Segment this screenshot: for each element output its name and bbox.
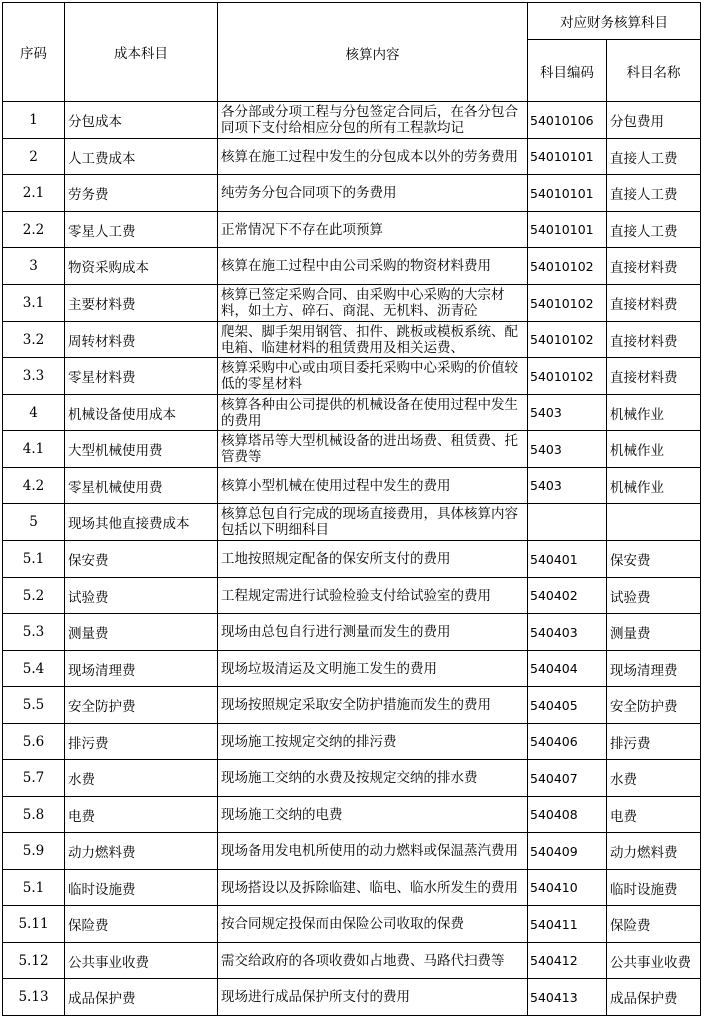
row-cost-item: 分包成本 [65, 102, 218, 139]
row-content [218, 943, 528, 979]
row-content-text: 现场施工交纳的水费及按规定交纳的排水费 [221, 770, 478, 786]
row-account-name: 公共事业收费 [607, 943, 701, 979]
row-seq: 5.8 [3, 797, 65, 833]
row-seq: 2 [3, 139, 65, 175]
table-row [3, 906, 701, 943]
table-row [3, 102, 701, 139]
row-content-text: 纯劳务分包合同项下的务费用 [221, 185, 397, 201]
row-seq: 5.7 [3, 760, 65, 797]
row-cost-item: 排污费 [65, 724, 218, 760]
row-seq: 5.6 [3, 724, 65, 760]
row-cost-item: 保险费 [65, 906, 218, 943]
row-content [218, 687, 528, 724]
row-seq: 5.4 [3, 651, 65, 687]
row-account-name: 成品保护费 [607, 979, 701, 1016]
row-content [218, 504, 528, 541]
table-row [3, 651, 701, 687]
row-account-name: 直接人工费 [607, 139, 701, 175]
row-account-name: 保安费 [607, 541, 701, 578]
row-account-name: 动力燃料费 [607, 833, 701, 870]
row-account-name: 测量费 [607, 614, 701, 651]
row-account-code: 540401 [528, 541, 607, 578]
row-account-code [528, 504, 607, 541]
header-content-label: 核算内容 [345, 47, 400, 63]
row-account-code: 540404 [528, 651, 607, 687]
row-content-text: 现场由总包自行进行测量而发生的费用 [221, 624, 451, 640]
row-cost-item: 试验费 [65, 578, 218, 614]
header-account-code: 科目编码 [528, 40, 607, 102]
row-content [218, 431, 528, 468]
row-account-code: 540406 [528, 724, 607, 760]
row-cost-item: 周转材料费 [65, 322, 218, 358]
row-content [218, 468, 528, 504]
row-content-text: 工地按照规定配备的保安所支付的费用 [221, 551, 451, 567]
table-row [3, 175, 701, 212]
row-content-text: 核算已签定采购合同、由采购中心采购的大宗材料，如土方、碎石、商混、无机料、沥青砼 [221, 287, 505, 319]
table-row [3, 248, 701, 285]
table-row [3, 724, 701, 760]
row-content-text: 现场施工交纳的电费 [221, 806, 343, 823]
row-content-text: 现场按照规定采取安全防护措施而发生的费用 [221, 697, 491, 713]
row-cost-item: 测量费 [65, 614, 218, 651]
row-content [218, 614, 528, 651]
row-account-code: 54010102 [528, 358, 607, 395]
row-content-text: 核算各种由公司提供的机械设备在使用过程中发生的费用 [221, 396, 518, 429]
row-content-text: 现场搭设以及拆除临建、临电、临水所发生的费用 [221, 879, 518, 896]
row-content-text: 现场施工按规定交纳的排污费 [221, 733, 397, 750]
row-seq: 4 [3, 395, 65, 431]
row-cost-item: 现场清理费 [65, 651, 218, 687]
row-content-text: 现场垃圾清运及文明施工发生的费用 [221, 660, 437, 677]
row-content [218, 724, 528, 760]
row-account-name: 临时设施费 [607, 870, 701, 906]
row-content-text: 按合同规定投保而由保险公司收取的保费 [221, 916, 464, 932]
row-account-code: 54010106 [528, 102, 607, 139]
row-content [218, 906, 528, 943]
row-account-code: 540410 [528, 870, 607, 906]
table-row [3, 322, 701, 358]
row-seq: 2.2 [3, 212, 65, 248]
row-seq: 4.1 [3, 431, 65, 468]
row-account-code: 5403 [528, 468, 607, 504]
row-cost-item: 安全防护费 [65, 687, 218, 724]
row-content-text: 正常情况下不存在此项预算 [221, 221, 383, 238]
row-content-text: 核算小型机械在使用过程中发生的费用 [221, 477, 451, 494]
row-content-text: 核算总包自行完成的现场直接费用，具体核算内容包括以下明细科目 [221, 506, 518, 538]
table-row [3, 943, 701, 979]
table-row [3, 358, 701, 395]
row-content-text: 核算塔吊等大型机械设备的进出场费、租赁费、托管费等 [221, 433, 518, 465]
row-content-text: 需交给政府的各项收费如占地费、马路代扫费等 [221, 952, 505, 969]
row-account-name: 试验费 [607, 578, 701, 614]
row-content [218, 322, 528, 358]
row-seq: 5.3 [3, 614, 65, 651]
row-account-name: 直接材料费 [607, 358, 701, 395]
table-row [3, 870, 701, 906]
row-seq: 5.1 [3, 541, 65, 578]
row-account-code: 5403 [528, 395, 607, 431]
row-content [218, 797, 528, 833]
row-cost-item: 公共事业收费 [65, 943, 218, 979]
row-seq: 5.9 [3, 833, 65, 870]
table-row [3, 285, 701, 322]
row-cost-item: 物资采购成本 [65, 248, 218, 285]
header-finance-group: 对应财务核算科目 [528, 3, 701, 40]
row-seq: 1 [3, 102, 65, 139]
row-account-code: 54010101 [528, 212, 607, 248]
header-seq: 序码 [3, 3, 65, 102]
row-cost-item: 成品保护费 [65, 979, 218, 1016]
table-row [3, 431, 701, 468]
row-content-text: 现场进行成品保护所支付的费用 [221, 989, 410, 1005]
table-row [3, 797, 701, 833]
row-content [218, 833, 528, 870]
table-row [3, 395, 701, 431]
row-cost-item: 保安费 [65, 541, 218, 578]
row-account-name: 直接材料费 [607, 248, 701, 285]
row-cost-item: 动力燃料费 [65, 833, 218, 870]
row-content [218, 870, 528, 906]
row-content [218, 285, 528, 322]
row-content-text: 各分部或分项工程与分包签定合同后，在各分包合同项下支付给相应分包的所有工程款均记 [221, 104, 518, 136]
row-content-text: 核算采购中心或由项目委托采购中心采购的价值较低的零星材料 [221, 360, 518, 392]
row-content-text: 工程规定需进行试验检验支付给试验室的费用 [221, 587, 491, 604]
row-cost-item: 临时设施费 [65, 870, 218, 906]
row-cost-item: 机械设备使用成本 [65, 395, 218, 431]
row-account-code: 54010102 [528, 285, 607, 322]
row-cost-item: 电费 [65, 797, 218, 833]
table-row [3, 139, 701, 175]
table-row [3, 614, 701, 651]
table-row [3, 979, 701, 1016]
row-seq: 5.13 [3, 979, 65, 1016]
row-account-name: 水费 [607, 760, 701, 797]
row-seq: 3.3 [3, 358, 65, 395]
row-cost-item: 大型机械使用费 [65, 431, 218, 468]
table-row [3, 760, 701, 797]
table-row [3, 541, 701, 578]
row-account-code: 540413 [528, 979, 607, 1016]
row-seq: 5.1 [3, 870, 65, 906]
row-cost-item: 零星机械使用费 [65, 468, 218, 504]
row-content-text: 爬架、脚手架用钢管、扣件、跳板或模板系统、配电箱、临建材料的租赁费用及相关运费、 [221, 323, 518, 356]
row-account-code: 540408 [528, 797, 607, 833]
row-account-code: 54010101 [528, 175, 607, 212]
row-account-code: 54010101 [528, 139, 607, 175]
row-cost-item: 现场其他直接费成本 [65, 504, 218, 541]
row-account-name: 直接材料费 [607, 322, 701, 358]
row-account-name: 直接材料费 [607, 285, 701, 322]
row-account-name: 安全防护费 [607, 687, 701, 724]
table-row [3, 504, 701, 541]
row-content-text: 现场备用发电机所使用的动力燃料或保温蒸汽费用 [221, 843, 518, 859]
row-content [218, 651, 528, 687]
row-account-code: 5403 [528, 431, 607, 468]
row-seq: 4.2 [3, 468, 65, 504]
row-content [218, 102, 528, 139]
row-account-name: 直接人工费 [607, 175, 701, 212]
row-seq: 5.12 [3, 943, 65, 979]
row-account-name: 现场清理费 [607, 651, 701, 687]
row-account-code: 54010102 [528, 248, 607, 285]
row-cost-item: 零星人工费 [65, 212, 218, 248]
row-content-text: 核算在施工过程中发生的分包成本以外的劳务费用 [221, 148, 518, 165]
row-account-code: 540407 [528, 760, 607, 797]
table-row [3, 687, 701, 724]
row-account-name: 机械作业 [607, 431, 701, 468]
row-content [218, 175, 528, 212]
table-row [3, 212, 701, 248]
row-content [218, 248, 528, 285]
row-content [218, 578, 528, 614]
row-account-code: 540411 [528, 906, 607, 943]
row-account-code: 540412 [528, 943, 607, 979]
row-seq: 5.11 [3, 906, 65, 943]
row-account-name: 机械作业 [607, 395, 701, 431]
header-account-name: 科目名称 [607, 40, 701, 102]
row-seq: 3.2 [3, 322, 65, 358]
row-content [218, 395, 528, 431]
table-body [3, 102, 701, 1016]
row-account-name: 分包费用 [607, 102, 701, 139]
row-cost-item: 主要材料费 [65, 285, 218, 322]
row-account-code: 540403 [528, 614, 607, 651]
row-seq: 3 [3, 248, 65, 285]
row-seq: 5 [3, 504, 65, 541]
row-account-name: 机械作业 [607, 468, 701, 504]
row-account-name: 直接人工费 [607, 212, 701, 248]
table-row [3, 833, 701, 870]
header-cost-item: 成本科目 [65, 3, 218, 102]
table-row [3, 578, 701, 614]
row-content [218, 541, 528, 578]
row-seq: 5.2 [3, 578, 65, 614]
row-account-code: 540405 [528, 687, 607, 724]
row-account-name: 排污费 [607, 724, 701, 760]
row-content [218, 979, 528, 1016]
row-content [218, 139, 528, 175]
row-account-code: 540402 [528, 578, 607, 614]
row-seq: 3.1 [3, 285, 65, 322]
row-content [218, 760, 528, 797]
row-cost-item: 人工费成本 [65, 139, 218, 175]
row-content-text: 核算在施工过程中由公司采购的物资材料费用 [221, 258, 491, 274]
row-account-name: 保险费 [607, 906, 701, 943]
cost-account-table [2, 2, 701, 1016]
row-content [218, 358, 528, 395]
header-content [218, 3, 528, 102]
row-account-name: 电费 [607, 797, 701, 833]
row-cost-item: 零星材料费 [65, 358, 218, 395]
row-account-name [607, 504, 701, 541]
row-content [218, 212, 528, 248]
row-account-code: 54010102 [528, 322, 607, 358]
row-account-code: 540409 [528, 833, 607, 870]
row-cost-item: 水费 [65, 760, 218, 797]
row-cost-item: 劳务费 [65, 175, 218, 212]
row-seq: 5.5 [3, 687, 65, 724]
row-seq: 2.1 [3, 175, 65, 212]
table-row [3, 468, 701, 504]
